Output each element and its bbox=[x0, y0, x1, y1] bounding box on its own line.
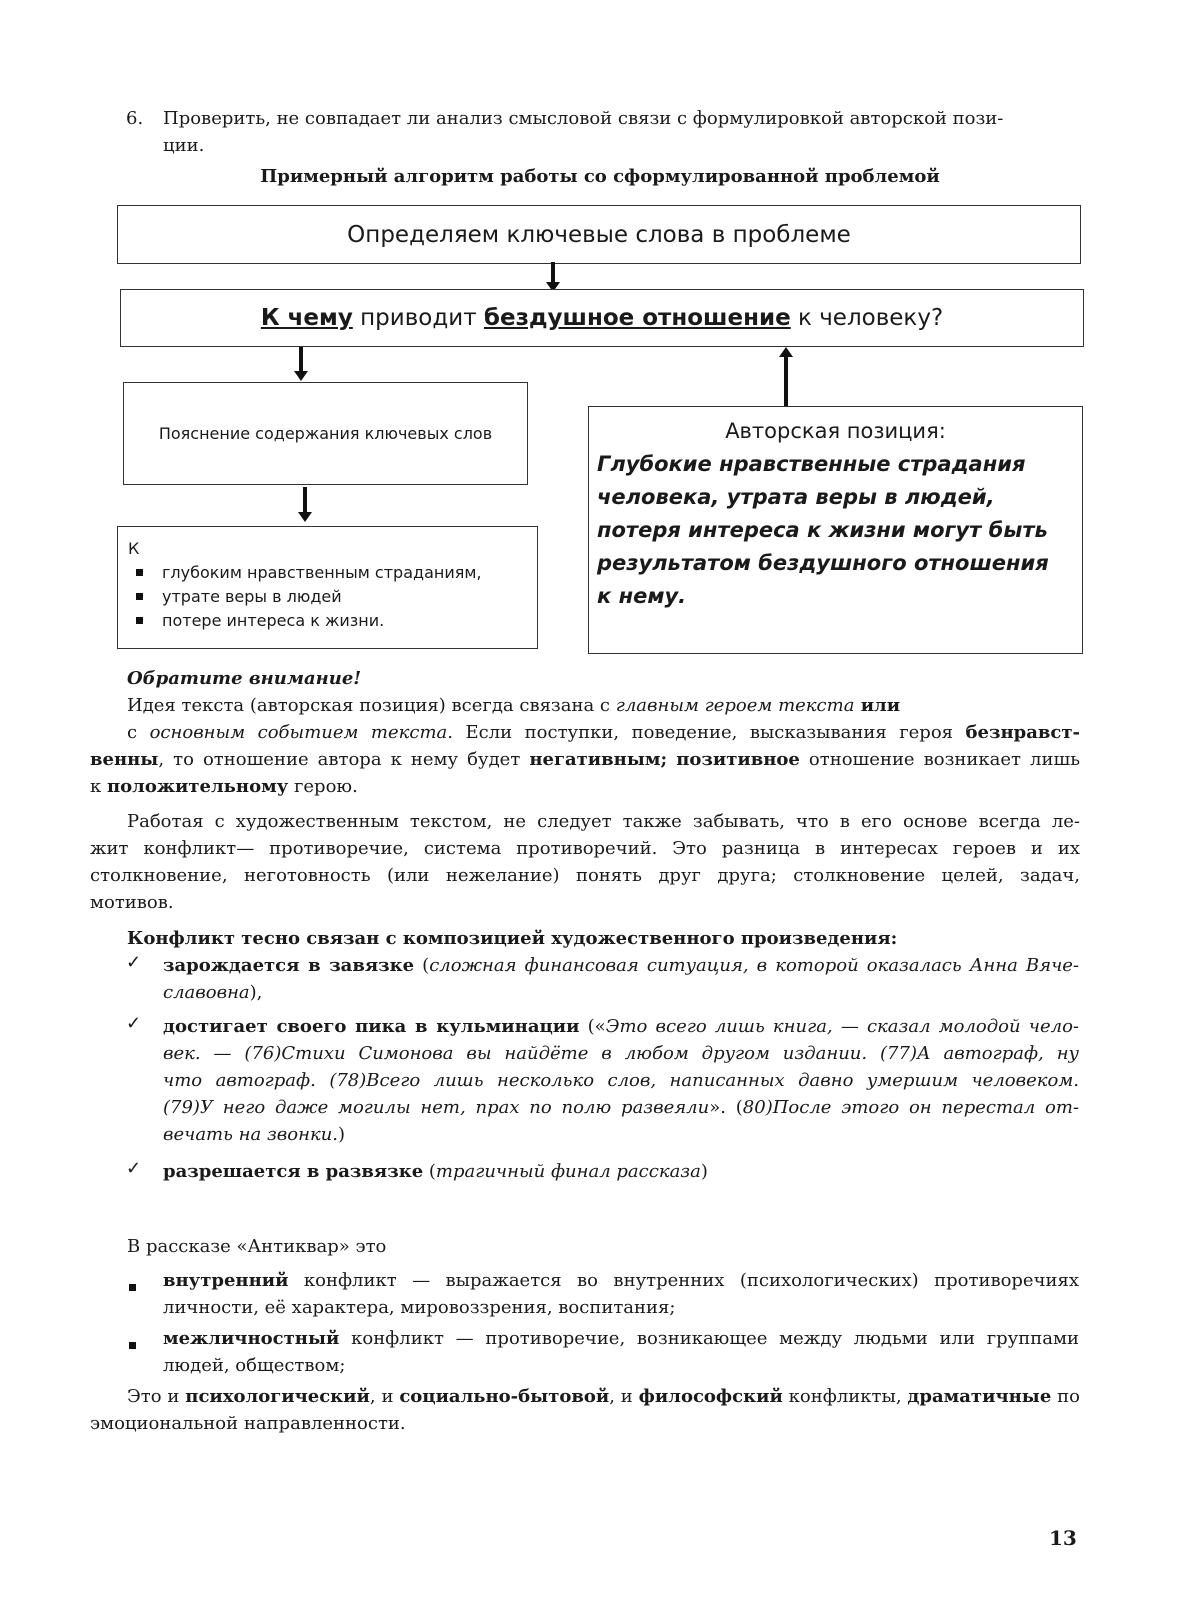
idea-paragraph bbox=[90, 692, 1080, 800]
problem-key-2: бездушное отношение bbox=[483, 305, 791, 331]
page-number: 13 bbox=[1049, 1526, 1077, 1550]
bullet-icon bbox=[129, 1277, 136, 1296]
story-intro: В рассказе «Антиквар» это bbox=[127, 1236, 387, 1257]
author-position-title: Авторская позиция: bbox=[725, 419, 946, 443]
check-icon: ✓ bbox=[126, 952, 142, 973]
author-position-text: Глубокие нравственные страдания человека, утрата веры в людей, потеря интереса к жизни могут быть результатом бездушного отношения к нему. bbox=[597, 452, 1049, 608]
step-6-text bbox=[163, 105, 1078, 159]
check-icon: ✓ bbox=[126, 1013, 142, 1034]
bullet-item-2: межличностный конфликт — противоречие, возникающее между людьми или группами людей, обществом; bbox=[163, 1328, 1079, 1376]
check-item-2: достигает своего пика в кульминации («Это всего лишь книга, — сказал молодой чело- век. — (76)Стихи Симонова вы найдёте в любом другом издании. (77)А автограф, ну что автограф. (78)Всего лишь несколько слов, написанных давно умершим человеком. (79)У него даже могилы нет, прах по полю развеяли». (80)После этого он перестал от- вечать на звонки.) bbox=[163, 1016, 1079, 1145]
check-item-3: разрешается в развязке (трагичный финал рассказа) bbox=[163, 1161, 708, 1182]
diagram-box-problem bbox=[120, 289, 1084, 347]
diagram-box-keywords bbox=[117, 205, 1081, 264]
consequence-item: утрате веры в людей bbox=[128, 585, 537, 609]
algorithm-title: Примерный алгоритм работы со сформулированной проблемой bbox=[260, 166, 940, 187]
diagram-box-explanation bbox=[123, 382, 528, 485]
problem-key-1: К чему bbox=[260, 305, 353, 331]
box-explanation-text: Пояснение содержания ключевых слов bbox=[158, 424, 493, 443]
check-icon: ✓ bbox=[126, 1158, 142, 1179]
final-paragraph: Это и психологический, и социально-бытовой, и философский конфликты, драматичные по эмоциональной направленности. bbox=[90, 1386, 1080, 1434]
bullet-item-1: внутренний конфликт — выражается во внутренних (психологических) противоречиях личности, её характера, мировоззрения, воспитания; bbox=[163, 1270, 1079, 1318]
diagram-box-author-position bbox=[588, 406, 1083, 654]
conflict-line: жит конфликт— противоречие, система противоречий. Это разница в интересах героев и их bbox=[90, 838, 1080, 859]
step-6-line-1: Проверить, не совпадает ли анализ смысловой связи с формулировкой авторской пози- bbox=[163, 108, 1004, 129]
consequence-item: потере интереса к жизни. bbox=[128, 609, 537, 633]
idea-line-3: венны, то отношение автора к нему будет негативным; позитивное отношение возникает лишь bbox=[90, 749, 1080, 770]
diagram-box-consequences bbox=[117, 526, 538, 649]
step-6-number: 6. bbox=[126, 108, 144, 129]
conflict-line: столкновение, неготовность (или нежелание) понять друг друга; столкновение целей, задач, bbox=[90, 865, 1080, 886]
consequence-item: глубоким нравственным страданиям, bbox=[128, 561, 537, 585]
problem-text-1: приводит bbox=[352, 305, 484, 331]
consequences-lead: К bbox=[128, 539, 140, 558]
conflict-heading: Конфликт тесно связан с композицией художественного произведения: bbox=[127, 928, 898, 949]
idea-line-1: Идея текста (авторская позиция) всегда связана с главным героем текста или bbox=[127, 695, 901, 716]
problem-text-2: к человеку? bbox=[790, 305, 944, 331]
conflict-paragraph bbox=[90, 808, 1080, 916]
step-6-line-2: ции. bbox=[163, 135, 205, 156]
attention-note: Обратите внимание! bbox=[127, 668, 362, 689]
idea-line-2: с основным событием текста. Если поступки, поведение, высказывания героя безнравст- bbox=[127, 722, 1080, 743]
box-keywords-text: Определяем ключевые слова в проблеме bbox=[347, 221, 851, 248]
conflict-line: мотивов. bbox=[90, 892, 174, 913]
check-item-1: зарождается в завязке (сложная финансовая ситуация, в которой оказалась Анна Вяче- славовна), bbox=[163, 955, 1079, 1003]
bullet-icon bbox=[129, 1335, 136, 1354]
conflict-line: Работая с художественным текстом, не следует также забывать, что в его основе всегда ле- bbox=[127, 811, 1080, 832]
idea-line-4: к положительному герою. bbox=[90, 776, 358, 797]
